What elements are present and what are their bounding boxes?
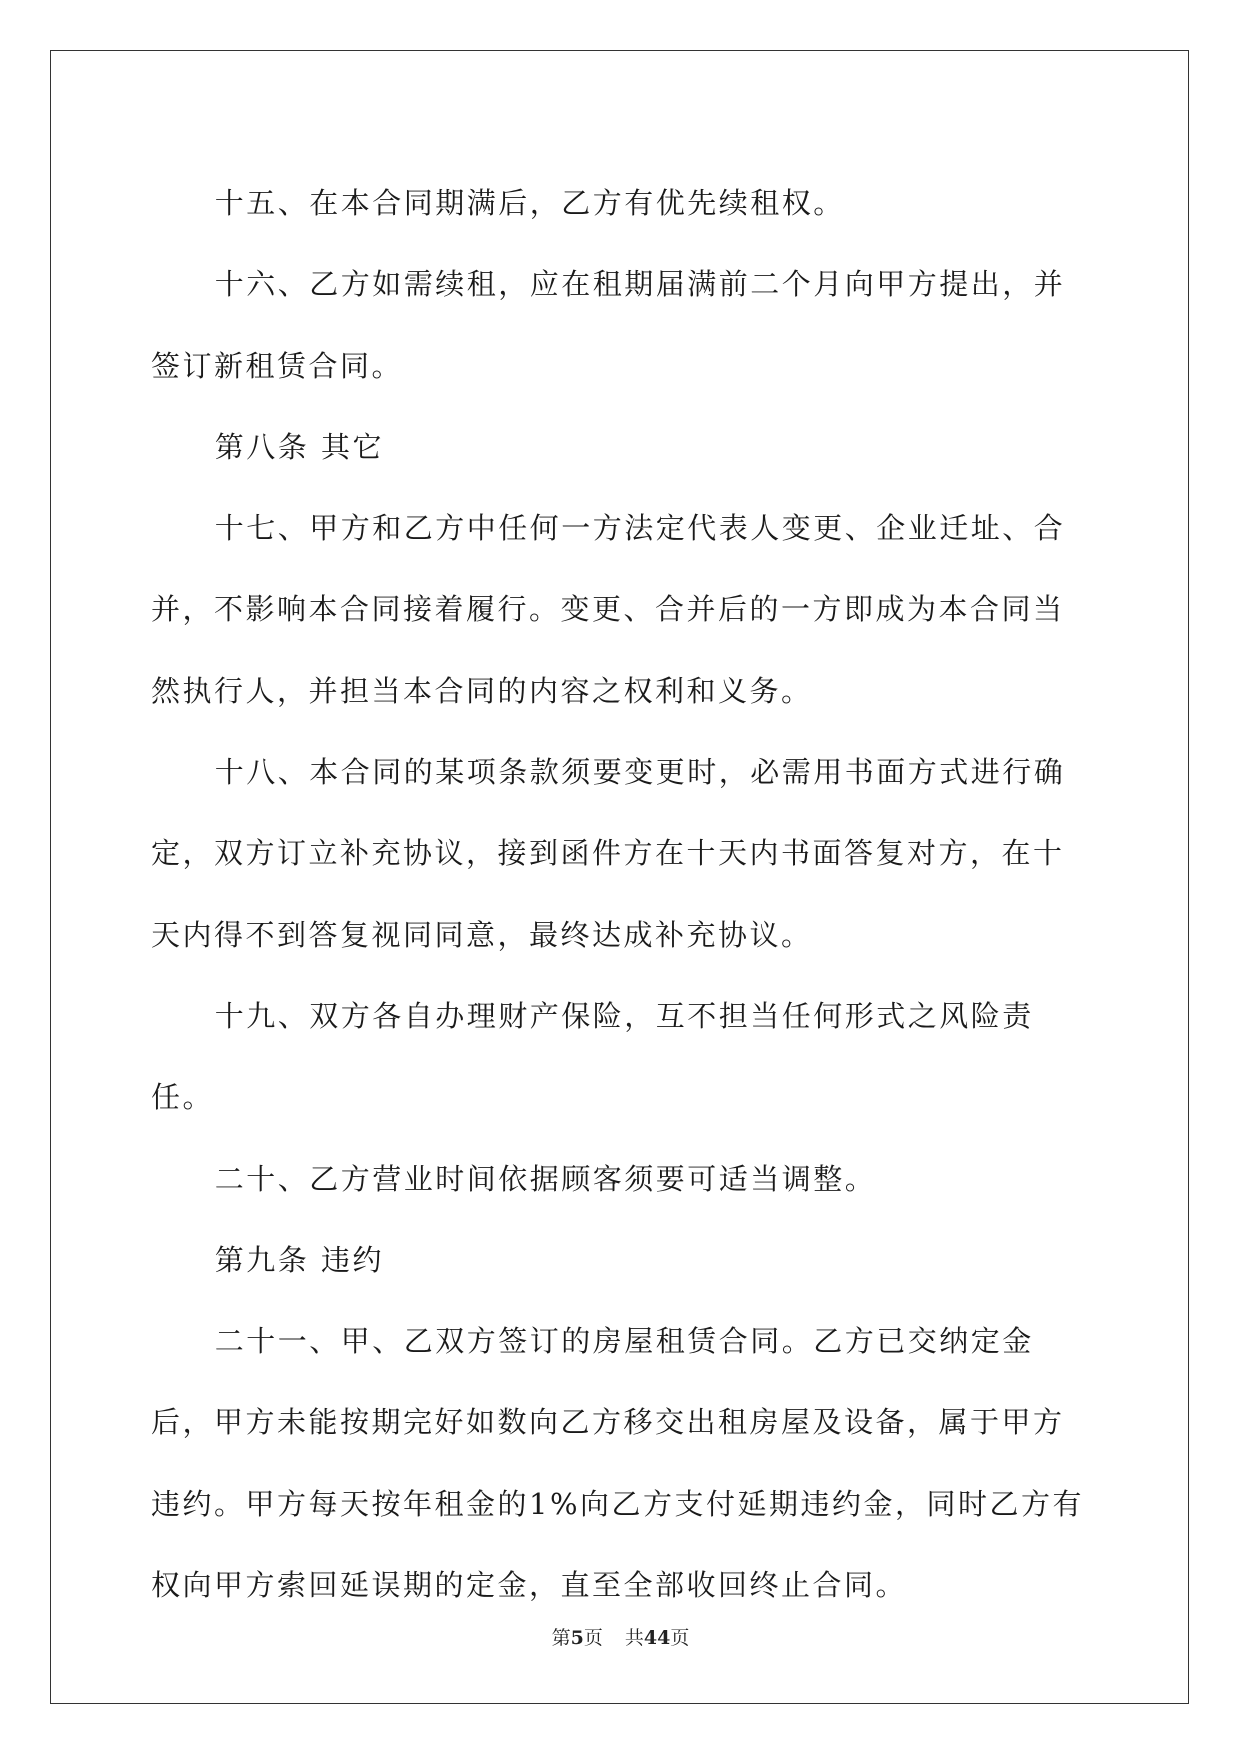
clause-19: 十九、双方各自办理财产保险，互不担当任何形式之风险责任。 [151, 998, 1034, 1115]
total-pages-number: 44 [643, 1627, 671, 1649]
clause-21: 二十一、甲、乙双方签订的房屋租赁合同。乙方已交纳定金后，甲方未能按期完好如数向乙方移交出租房屋及设备，属于甲方违约。甲方每天按年租金的1%向乙方支付延期违约金，同时乙方有权向甲方索回延误期的定金，直至全部收回终止合同。 [151, 1324, 1085, 1603]
total-prefix: 共 [624, 1627, 644, 1649]
page-prefix: 第 [551, 1627, 571, 1649]
clause-18: 十八、本合同的某项条款须要变更时，必需用书面方式进行确定，双方订立补充协议，接到函件方在十天内书面答复对方，在十天内得不到答复视同同意，最终达成补充协议。 [151, 755, 1066, 952]
clause-20: 二十、乙方营业时间依据顾客须要可适当调整。 [214, 1161, 877, 1196]
clause-17: 十七、甲方和乙方中任何一方法定代表人变更、企业迁址、合并，不影响本合同接着履行。变更、合并后的一方即成为本合同当然执行人，并担当本合同的内容之权利和义务。 [151, 511, 1066, 708]
article-9-heading: 第九条 违约 [214, 1242, 385, 1277]
page-footer [0, 1626, 1241, 1650]
total-suffix: 页 [670, 1627, 690, 1649]
clause-16: 十六、乙方如需续租，应在租期届满前二个月向甲方提出，并签订新租赁合同。 [151, 267, 1066, 383]
document-body [151, 163, 1091, 1626]
article-8-heading: 第八条 其它 [214, 429, 385, 464]
page-suffix: 页 [583, 1627, 603, 1649]
current-page-number: 5 [570, 1627, 584, 1649]
clause-15: 十五、在本合同期满后，乙方有优先续租权。 [214, 186, 845, 220]
